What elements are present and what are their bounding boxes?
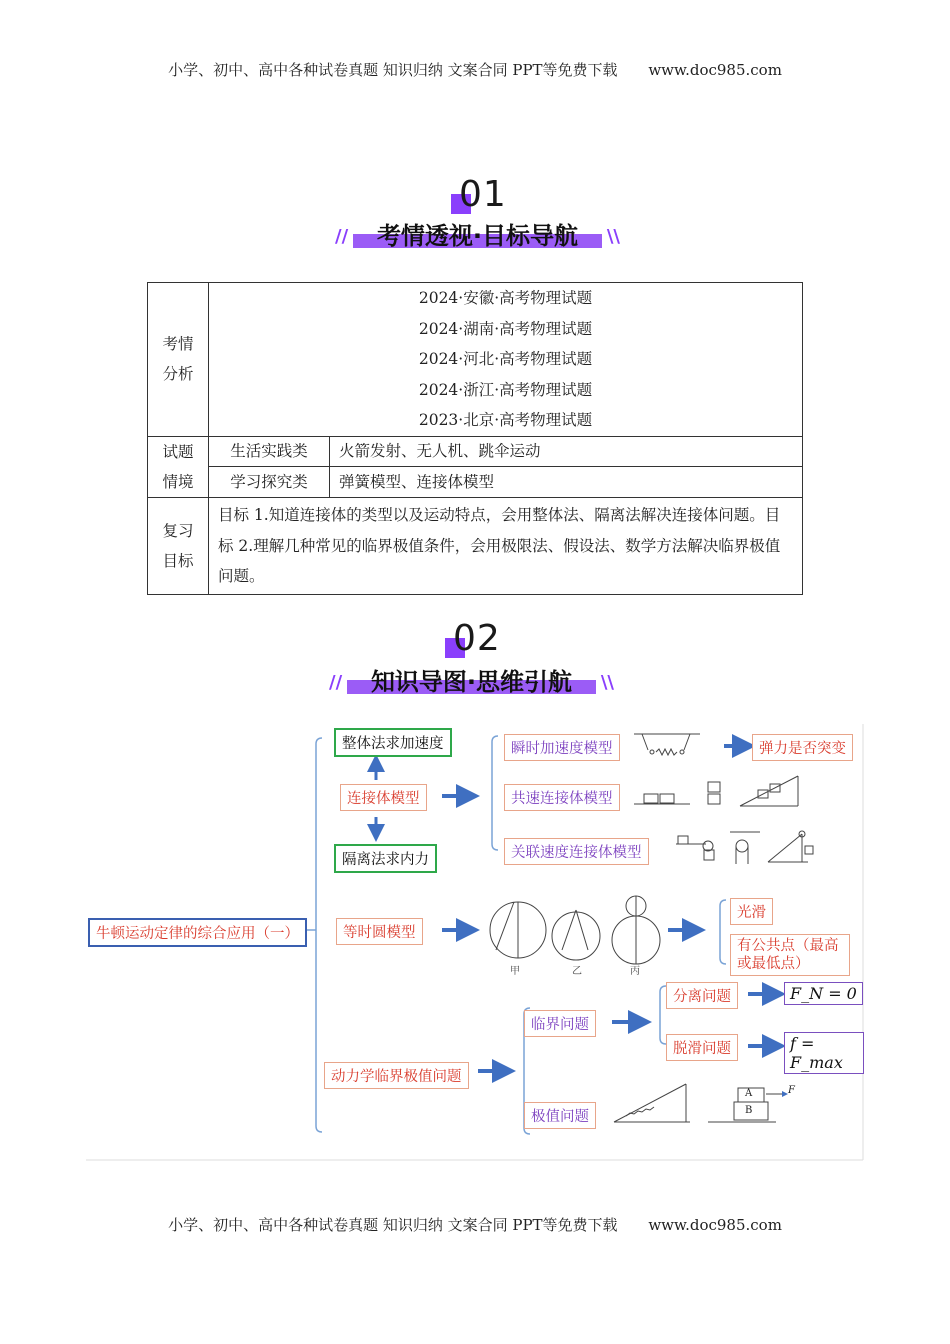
formula-separation: F_N = 0 [784, 982, 863, 1005]
instant-model-node[interactable]: 瞬时加速度模型 [504, 734, 620, 761]
extreme-problem-node[interactable]: 极值问题 [524, 1102, 596, 1129]
dynamics-critical-node[interactable]: 动力学临界极值问题 [324, 1062, 469, 1089]
context-type: 生活实践类 [209, 436, 330, 467]
critical-problem-node[interactable]: 临界问题 [524, 1010, 596, 1037]
mind-map [86, 724, 864, 1161]
header-banner [0, 59, 950, 80]
footer-text: 小学、初中、高中各种试卷真题 知识归纳 文案合同 PPT等免费下载 [168, 1216, 618, 1234]
goal-label-text: 复习 目标 [162, 521, 194, 570]
goal-text: 目标 1.知道连接体的类型以及运动特点，会用整体法、隔离法解决连接体问题。目标 2.理解几种常见的临界极值条件，会用极限法、假设法、数学方法解决临界极值问题。 [209, 497, 803, 594]
block-label-a: A [745, 1088, 753, 1099]
sliding-problem-node[interactable]: 脱滑问题 [666, 1034, 738, 1061]
root-node[interactable]: 牛顿运动定律的综合应用（一） [88, 918, 307, 947]
source-item: 2024·河北·高考物理试题 [418, 350, 593, 369]
header-url[interactable]: www.doc985.com [648, 61, 782, 79]
context-label [148, 436, 209, 497]
common-point-node[interactable]: 有公共点（最高或最低点） [730, 934, 850, 976]
analysis-label-text: 考情 分析 [162, 335, 194, 384]
exam-analysis-table [147, 282, 803, 595]
block-label-b: B [745, 1105, 753, 1116]
common-speed-node[interactable]: 共速连接体模型 [504, 784, 620, 811]
header-text: 小学、初中、高中各种试卷真题 知识归纳 文案合同 PPT等免费下载 [168, 61, 618, 79]
iso-time-node[interactable]: 等时圆模型 [336, 918, 423, 945]
context-label-text: 试题 情境 [162, 442, 194, 491]
separation-problem-node[interactable]: 分离问题 [666, 982, 738, 1009]
circle-label: 乙 [572, 966, 582, 977]
analysis-label [148, 283, 209, 437]
section2-number-badge [445, 618, 525, 662]
goal-label [148, 497, 209, 594]
whole-method-node[interactable]: 整体法求加速度 [334, 728, 452, 757]
section2-number: 02 [453, 618, 501, 659]
smooth-node[interactable]: 光滑 [730, 898, 773, 925]
section1-number-badge [451, 174, 531, 218]
extreme-problem-diagram [614, 1084, 786, 1122]
footer-url[interactable]: www.doc985.com [648, 1216, 782, 1234]
footer-banner [0, 1214, 950, 1235]
source-item: 2024·安徽·高考物理试题 [418, 289, 593, 307]
related-speed-node[interactable]: 关联速度连接体模型 [504, 838, 649, 865]
instant-model-diagram [634, 734, 700, 755]
connected-model-node[interactable]: 连接体模型 [340, 784, 427, 811]
common-speed-diagram [634, 776, 798, 806]
formula-sliding: f = F_max [784, 1032, 864, 1074]
section1-number: 01 [459, 174, 507, 215]
related-speed-diagram [676, 831, 813, 864]
source-item: 2024·湖南·高考物理试题 [418, 319, 593, 338]
source-item: 2023·北京·高考物理试题 [418, 411, 593, 430]
section1-title-banner: // 考情透视·目标导航 \\ [335, 216, 620, 250]
iso-time-circles [490, 896, 660, 964]
context-content: 弹簧模型、连接体模型 [330, 467, 803, 498]
source-item: 2024·浙江·高考物理试题 [418, 380, 593, 399]
circle-label: 丙 [630, 966, 640, 977]
spring-question-node[interactable]: 弹力是否突变 [752, 734, 853, 761]
sources-cell [209, 283, 803, 437]
isolation-method-node[interactable]: 隔离法求内力 [334, 844, 437, 873]
block-label-f: F [788, 1085, 795, 1096]
context-content: 火箭发射、无人机、跳伞运动 [330, 436, 803, 467]
circle-label: 甲 [510, 966, 520, 977]
section2-title: 知识导图·思维引航 [370, 668, 573, 696]
context-type: 学习探究类 [209, 467, 330, 498]
section2-title-banner: // 知识导图·思维引航 \\ [329, 662, 614, 696]
section1-title: 考情透视·目标导航 [376, 222, 579, 250]
